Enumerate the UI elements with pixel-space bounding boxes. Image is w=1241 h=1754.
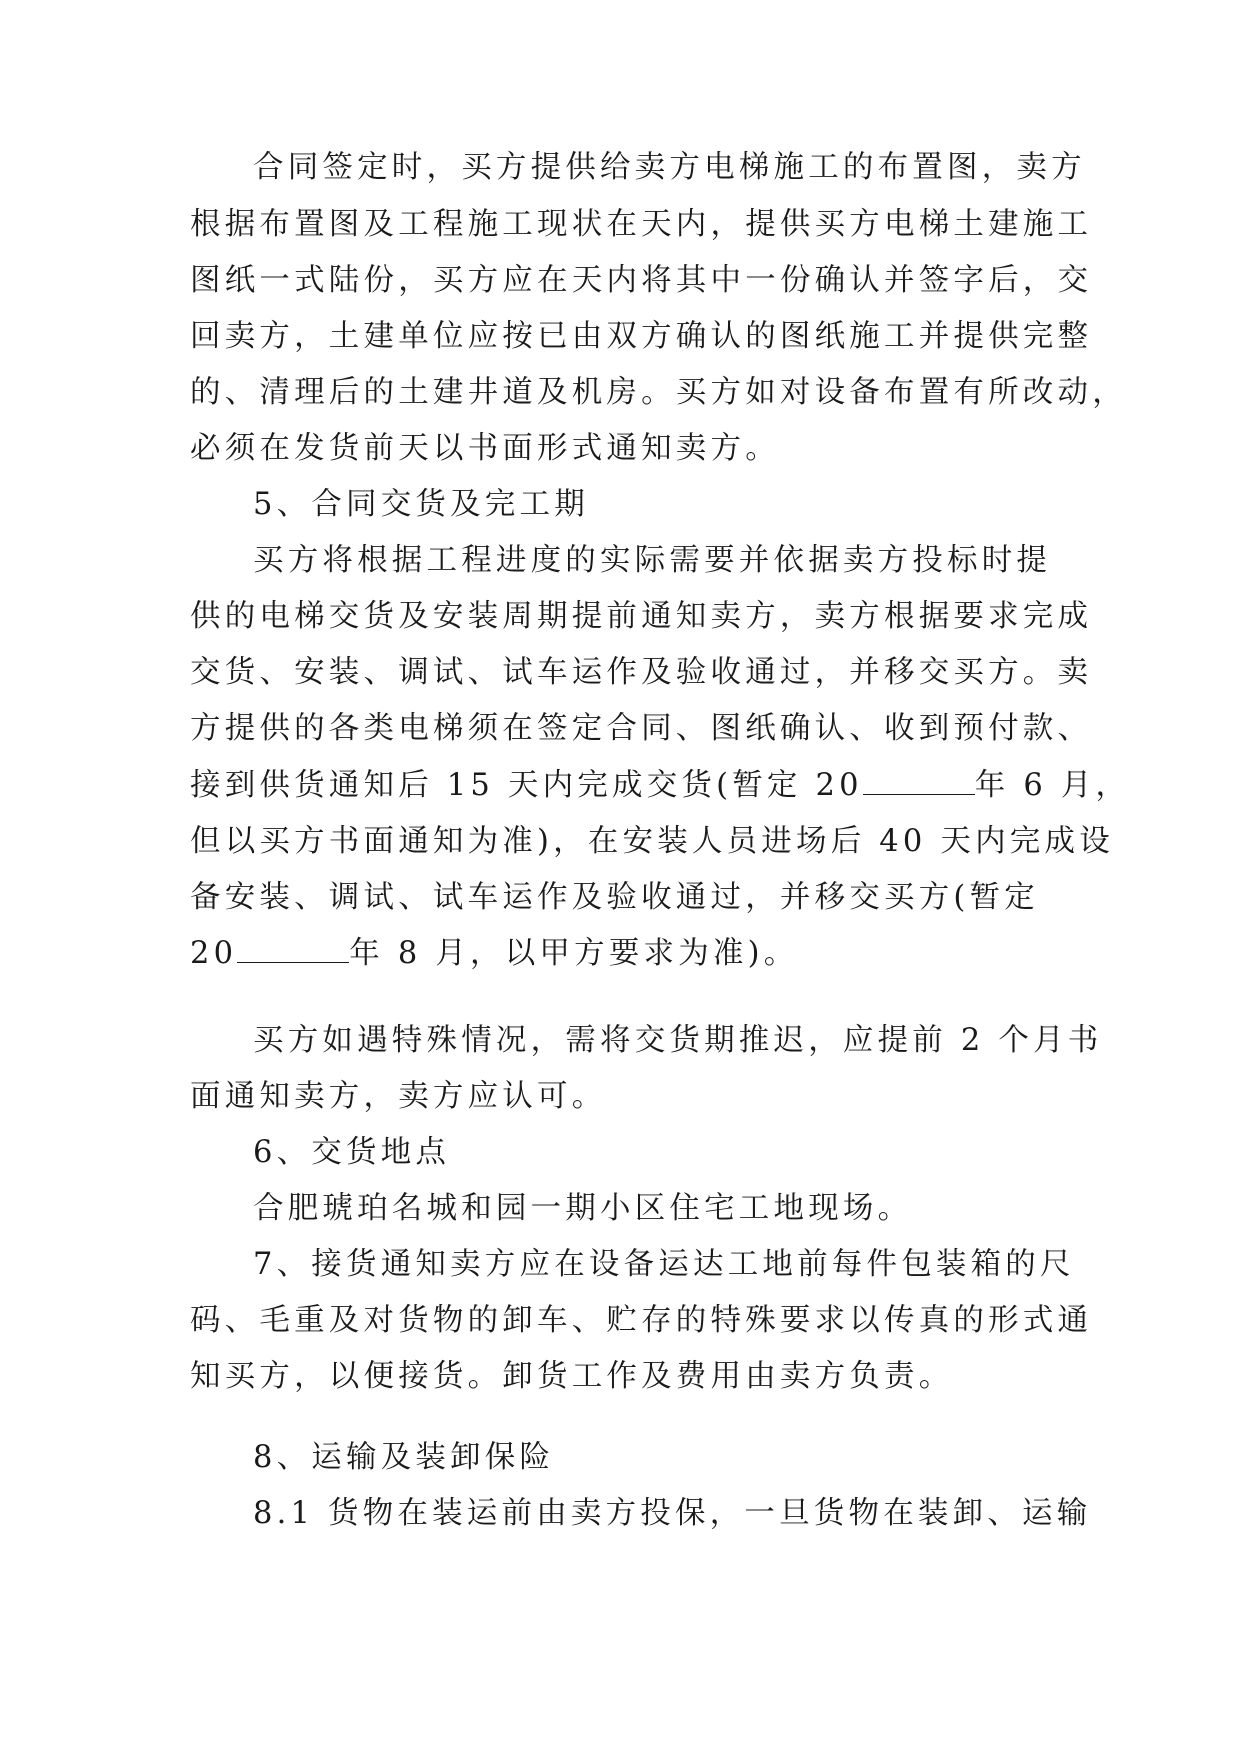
- fill-in-blank: [237, 934, 349, 963]
- paragraph-line: 知买方，以便接货。卸货工作及费用由卖方负责。: [190, 1359, 954, 1394]
- paragraph-line: 买方如遇特殊情况，需将交货期推迟，应提前 2 个月书: [253, 1023, 1103, 1058]
- line-text: 20: [190, 936, 238, 971]
- paragraph-line: 供的电梯交货及安装周期提前通知卖方，卖方根据要求完成: [190, 599, 1093, 634]
- paragraph-line: 方提供的各类电梯须在签定合同、图纸确认、收到预付款、: [190, 711, 1093, 746]
- line-text: 年 8 月，以甲方要求为准)。: [349, 936, 799, 971]
- paragraph-line: 回卖方，土建单位应按已由双方确认的图纸施工并提供完整: [190, 319, 1093, 354]
- paragraph-line: 面通知卖方，卖方应认可。: [190, 1079, 607, 1114]
- paragraph-line: [190, 934, 798, 974]
- paragraph-line: 的、清理后的土建井道及机房。买方如对设备布置有所改动，: [190, 375, 1127, 410]
- line-text: 接到供货通知后 15 天内完成交货(暂定 20: [190, 768, 863, 803]
- paragraph-line: 合同签定时，买方提供给卖方电梯施工的布置图，卖方: [253, 150, 1086, 185]
- paragraph-line: 但以买方书面通知为准)，在安装人员进场后 40 天内完成设: [190, 824, 1114, 859]
- paragraph-line: [190, 766, 1130, 806]
- paragraph-line: 8.1 货物在装运前由卖方投保，一旦货物在装卸、运输: [253, 1496, 1092, 1531]
- section-heading-6: 6、交货地点: [253, 1135, 451, 1170]
- paragraph-line: 备安装、调试、试车运作及验收通过，并移交买方(暂定: [190, 880, 1039, 915]
- section-heading-5: 5、合同交货及完工期: [253, 487, 589, 522]
- paragraph-line: 交货、安装、调试、试车运作及验收通过，并移交买方。卖: [190, 655, 1093, 690]
- line-text: 年 6 月，: [974, 768, 1131, 803]
- paragraph-line: 码、毛重及对货物的卸车、贮存的特殊要求以传真的形式通: [190, 1303, 1093, 1338]
- paragraph-line: 图纸一式陆份，买方应在天内将其中一份确认并签字后，交: [190, 263, 1093, 298]
- section-heading-8: 8、运输及装卸保险: [253, 1440, 555, 1475]
- paragraph-line: 7、接货通知卖方应在设备运达工地前每件包装箱的尺: [253, 1247, 1075, 1282]
- fill-in-blank: [863, 766, 975, 795]
- paragraph-line: 根据布置图及工程施工现状在天内，提供买方电梯土建施工: [190, 207, 1093, 242]
- delivery-location: 合肥琥珀名城和园一期小区住宅工地现场。: [253, 1191, 913, 1226]
- paragraph-line: 必须在发货前天以书面形式通知卖方。: [190, 431, 780, 466]
- paragraph-line: 买方将根据工程进度的实际需要并依据卖方投标时提: [253, 543, 1052, 578]
